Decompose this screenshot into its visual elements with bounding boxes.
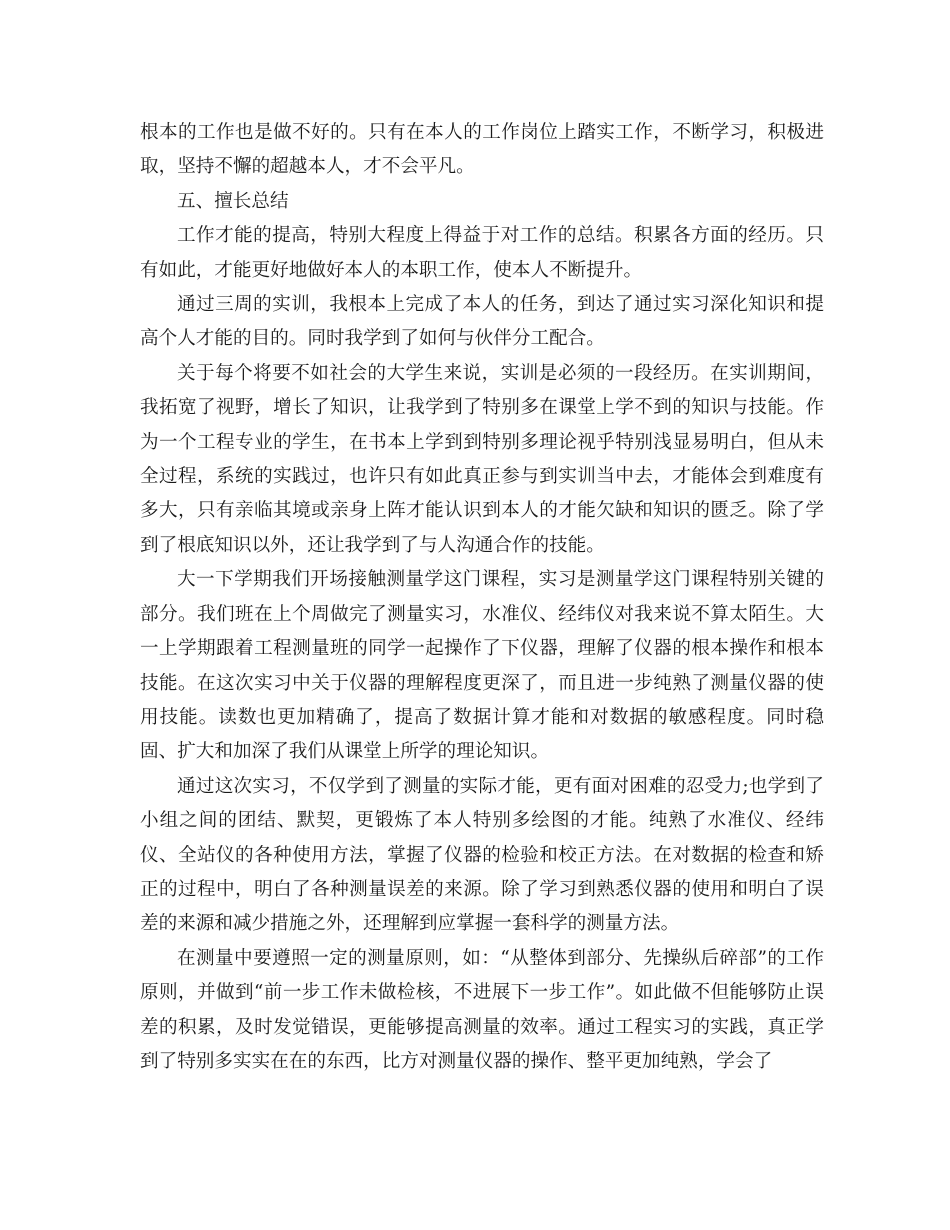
paragraph-continuation: 根本的工作也是做不好的。只有在本人的工作岗位上踏实工作，不断学习，积极进取，坚持不懈的超越本人，才不会平凡。 [140,122,824,178]
section-heading: 五、擅长总结 [177,190,289,212]
paragraph: 通过三周的实训，我根本上完成了本人的任务，到达了通过实习深化知识和提高个人才能的目的。同时我学到了如何与伙伴分工配合。 [140,294,824,350]
paragraph: 关于每个将要不如社会的大学生来说，实训是必须的一段经历。在实训期间，我拓宽了视野，增长了知识，让我学到了特别多在课堂上学不到的知识与技能。作为一个工程专业的学生，在书本上学到到特别多理论视乎特别浅显易明白，但从未全过程，系统的实践过，也许只有如此真正参与到实训当中去，才能体会到难度有多大，只有亲临其境或亲身上阵才能认识到本人的才能欠缺和知识的匮乏。除了学到了根底知识以外，还让我学到了与人沟通合作的技能。 [140,362,824,556]
paragraph: 在测量中要遵照一定的测量原则，如：“从整体到部分、先操纵后碎部”的工作原则，并做到“前一步工作未做检核，不进展下一步工作”。如此做不但能够防止误差的积累，及时发觉错误，更能够提高测量的效率。通过工程实习的实践，真正学到了特别多实实在在的东西，比方对测量仪器的操作、整平更加纯熟，学会了 [140,947,824,1072]
paragraph: 通过这次实习，不仅学到了测量的实际才能，更有面对困难的忍受力;也学到了小组之间的团结、默契，更锻炼了本人特别多绘图的才能。纯熟了水准仪、经纬仪、全站仪的各种使用方法，掌握了仪器的检验和校正方法。在对数据的检查和矫正的过程中，明白了各种测量误差的来源。除了学习到熟悉仪器的使用和明白了误差的来源和减少措施之外，还理解到应掌握一套科学的测量方法。 [140,775,824,935]
paragraph: 工作才能的提高，特别大程度上得益于对工作的总结。积累各方面的经历。只有如此，才能更好地做好本人的本职工作，使本人不断提升。 [140,225,824,281]
paragraph: 大一下学期我们开场接触测量学这门课程，实习是测量学这门课程特别关键的部分。我们班在上个周做完了测量实习，水准仪、经纬仪对我来说不算太陌生。大一上学期跟着工程测量班的同学一起操作了下仪器，理解了仪器的根本操作和根本技能。在这次实习中关于仪器的理解程度更深了，而且进一步纯熟了测量仪器的使用技能。读数也更加精确了，提高了数据计算才能和对数据的敏感程度。同时稳固、扩大和加深了我们从课堂上所学的理论知识。 [140,569,824,763]
document-page [140,116,824,1079]
